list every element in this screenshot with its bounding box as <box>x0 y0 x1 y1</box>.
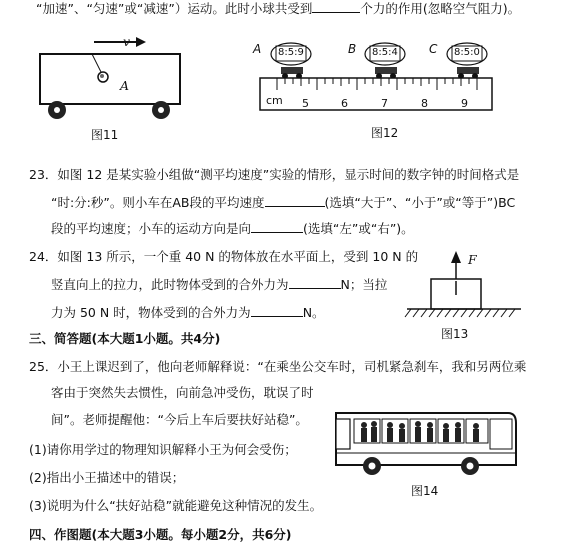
question-text: “时:分:秒”。则小车在AB段的平均速度 <box>51 195 265 210</box>
point-a-label: A <box>253 42 262 56</box>
question-25-line-2: 客由于突然失去惯性，向前急冲受伤，耽误了时 <box>51 385 314 400</box>
question-text: 个力的作用(忽略空气阻力)。 <box>360 1 521 16</box>
ruler-tick-label: 6 <box>341 97 348 110</box>
answer-blank[interactable] <box>251 220 303 233</box>
clock-b-display: 8:5:4 <box>372 47 398 58</box>
answer-blank[interactable] <box>312 0 360 13</box>
velocity-label: v <box>123 34 131 49</box>
clock-c-display: 8:5:0 <box>454 47 480 58</box>
question-22-tail <box>36 0 520 17</box>
question-23-line-1: 23．如图 12 是某实验小组做“测平均速度”实验的情形，显示时间的数字钟的时间格式是 <box>29 167 520 182</box>
figure-11-cart <box>30 30 190 125</box>
ruler-tick-label: 7 <box>381 97 388 110</box>
question-text: “加速”、“匀速”或“减速”）运动。此时小球共受到 <box>36 1 313 16</box>
question-text: N。 <box>302 305 325 320</box>
question-24-line-3 <box>51 304 325 321</box>
question-25-line-1: 25．小王上课迟到了，他向老师解释说：“在乘坐公交车时，司机紧急刹车，我和另两位乘 <box>29 359 527 374</box>
question-text: 段的平均速度；小车的运动方向是向 <box>51 221 252 236</box>
question-25-line-3: 间”。老师提醒他：“今后上车后要扶好站稳”。 <box>51 412 308 427</box>
section-4-heading: 四、作图题(本大题3小题。每小题2分，共6分) <box>29 527 292 542</box>
clock-a-display: 8:5:9 <box>278 47 304 58</box>
question-text: N；当拉 <box>340 277 388 292</box>
question-25-sub-1: (1)请你用学过的物理知识解释小王为何会受伤； <box>29 442 297 457</box>
point-c-label: C <box>429 42 438 56</box>
question-23-line-2 <box>51 194 515 211</box>
force-label: F <box>468 252 477 267</box>
figure-12-caption: 图12 <box>371 126 399 140</box>
answer-blank[interactable] <box>265 194 325 207</box>
question-25-sub-3: (3)说明为什么“扶好站稳”就能避免这种情况的发生。 <box>29 498 323 513</box>
ruler-tick-label: 9 <box>461 97 468 110</box>
answer-blank[interactable] <box>289 276 341 289</box>
question-24-line-1: 24．如图 13 所示，一个重 40 N 的物体放在水平面上，受到 10 N 的 <box>29 249 419 264</box>
question-24-line-2 <box>51 276 387 293</box>
figure-14-bus <box>330 405 520 480</box>
answer-blank[interactable] <box>251 304 303 317</box>
ruler-tick-label: 5 <box>302 97 309 110</box>
figure-13-block <box>403 245 523 325</box>
ruler-tick-label: 8 <box>421 97 428 110</box>
ruler-unit: cm <box>266 94 283 107</box>
question-25-sub-2: (2)指出小王描述中的错误； <box>29 470 185 485</box>
question-text: 力为 50 N 时，物体受到的合外力为 <box>51 305 251 320</box>
question-text: (选填“大于”、“小于”或“等于”)BC <box>324 195 516 210</box>
point-b-label: B <box>348 42 357 56</box>
question-text: 竖直向上的拉力，此时物体受到的合外力为 <box>51 277 289 292</box>
question-23-line-3 <box>51 220 414 237</box>
figure-11-caption: 图11 <box>91 128 119 142</box>
figure-13-caption: 图13 <box>441 327 469 341</box>
question-text: (选填“左”或“右”)。 <box>303 221 414 236</box>
section-3-heading: 三、简答题(本大题1小题。共4分) <box>29 331 221 346</box>
point-a-label: A <box>120 78 130 93</box>
figure-14-caption: 图14 <box>411 484 439 498</box>
